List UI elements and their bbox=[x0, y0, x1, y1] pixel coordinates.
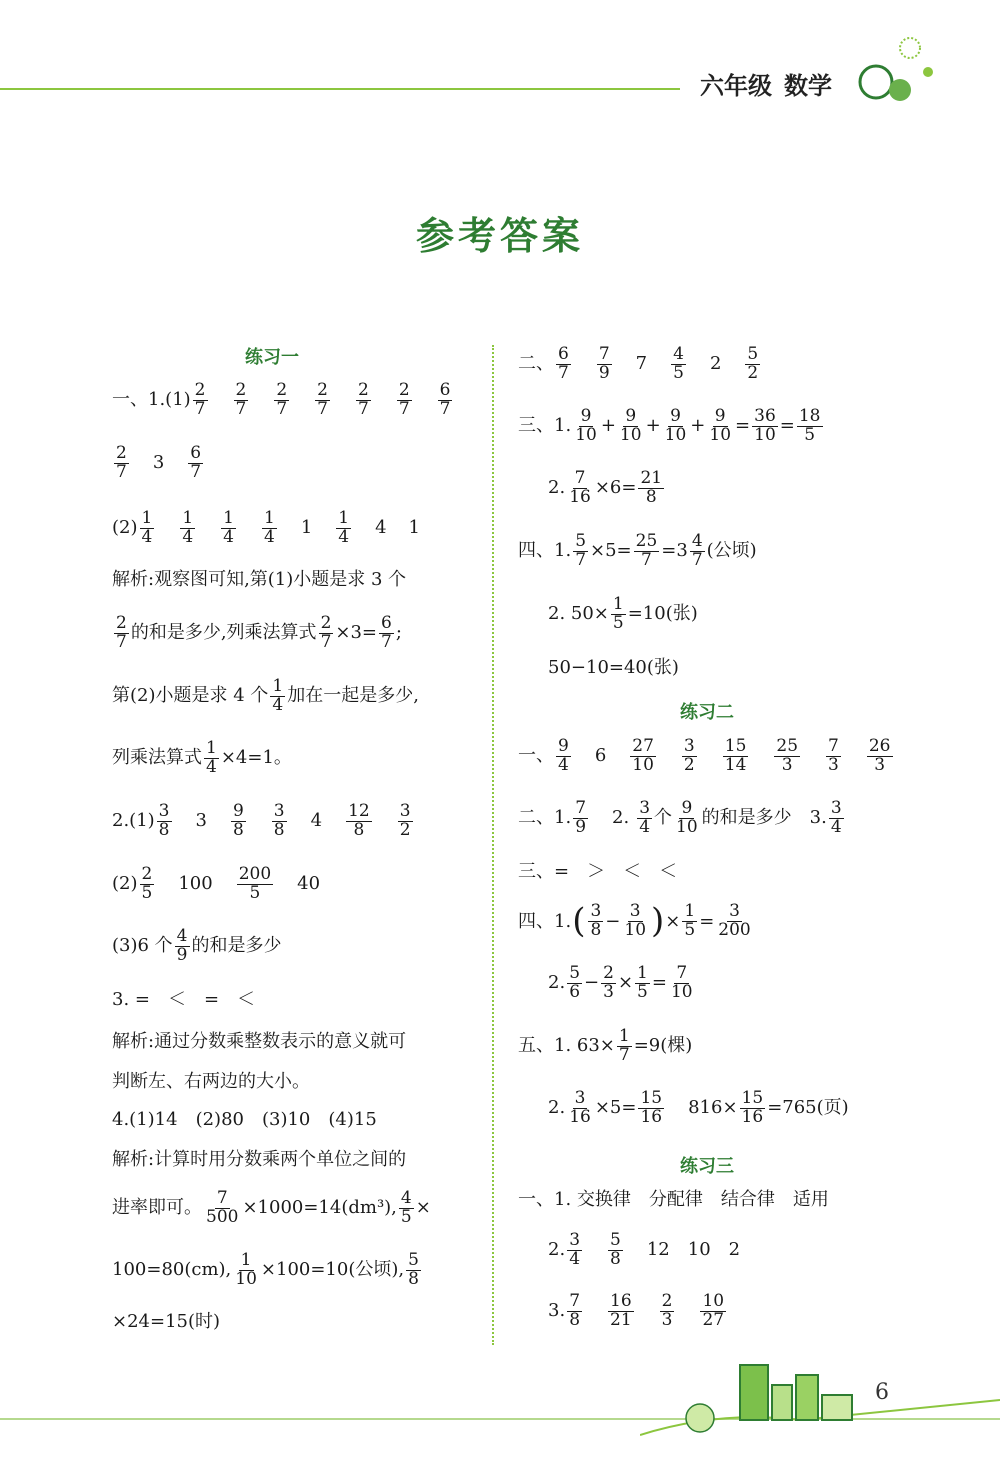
ex2-q4-1-row: 四、1. ( $\frac{3}{8}$ − $\frac{3}{10}$ ) × $\frac{1}{5}$ = $\frac{3}{200}$ bbox=[518, 901, 751, 941]
fraction: $\frac{2}{7}$ bbox=[116, 613, 127, 652]
ex2-q5-2-row: 2. $\frac{3}{16}$ ×5= $\frac{15}{16}$ 816× $\frac{15}{16}$ =765(页) bbox=[548, 1088, 849, 1127]
section-title-ex3: 练习三 bbox=[680, 1156, 734, 1177]
analysis-4-line1: 解析:计算时用分数乘两个单位之间的 bbox=[112, 1149, 407, 1170]
fraction: $\frac{3}{4}$ bbox=[569, 1230, 581, 1269]
fraction: $\frac{1}{5}$ bbox=[684, 901, 696, 941]
decorative-circles-icon bbox=[858, 30, 948, 110]
fraction: $\frac{1}{5}$ bbox=[637, 963, 648, 1002]
fraction: $\frac{1}{4}$ bbox=[141, 508, 153, 547]
fraction: $\frac{7}{9}$ bbox=[575, 798, 587, 837]
header-title bbox=[700, 66, 832, 101]
ex2-q1-row: 一、 $\frac{9}{4}$ 6 $\frac{27}{10}$ $\frac{3}{2}$ $\frac{15}{14}$ $\frac{25}{3}$ $\frac{7}{3}$ $\frac{26}{3}$ bbox=[518, 738, 917, 775]
fraction: $\frac{3}{2}$ bbox=[683, 736, 695, 775]
fraction: $\frac{27}{10}$ bbox=[632, 736, 654, 775]
fraction: $\frac{5}{2}$ bbox=[747, 344, 759, 383]
value: 4 bbox=[375, 517, 387, 539]
fraction: $\frac{9}{10}$ bbox=[676, 798, 698, 837]
fraction: $\frac{5}{7}$ bbox=[575, 531, 587, 570]
fraction: $\frac{26}{3}$ bbox=[868, 736, 891, 775]
fraction: $\frac{1}{5}$ bbox=[612, 594, 624, 633]
fraction: $\frac{16}{21}$ bbox=[610, 1291, 632, 1330]
left-q2-2-row: (2) $\frac{2}{5}$ 100 $\frac{200}{5}$ 40 bbox=[112, 864, 321, 903]
fraction: $\frac{2}{7}$ bbox=[317, 380, 328, 419]
fraction: $\frac{6}{7}$ bbox=[190, 443, 202, 482]
fraction: $\frac{9}{8}$ bbox=[232, 801, 244, 840]
value: 1 bbox=[300, 517, 313, 539]
fraction: $\frac{4}{7}$ bbox=[691, 531, 703, 570]
ex2-q5-1-row: 五、1. 63× $\frac{1}{7}$ =9(棵) bbox=[518, 1026, 693, 1065]
fraction: $\frac{3}{8}$ bbox=[590, 901, 602, 941]
fraction: $\frac{25}{3}$ bbox=[776, 736, 799, 775]
fraction: $\frac{15}{16}$ bbox=[741, 1088, 764, 1127]
ex2-q3-row: 三、= ＞ ＜ ＜ bbox=[518, 861, 678, 882]
fraction: $\frac{7}{8}$ bbox=[569, 1291, 581, 1330]
ex3-q2-row: 2. $\frac{3}{4}$ $\frac{5}{8}$ 12 10 2 bbox=[548, 1230, 741, 1269]
fraction: $\frac{2}{3}$ bbox=[661, 1291, 673, 1330]
left-q3: 3. = ＜ = ＜ bbox=[112, 989, 256, 1010]
analysis-3-line2: 判断左、右两边的大小。 bbox=[112, 1071, 310, 1092]
page-title: 参考答案 bbox=[415, 214, 584, 258]
fraction: $\frac{25}{7}$ bbox=[635, 531, 658, 570]
fraction: $\frac{18}{5}$ bbox=[798, 406, 821, 445]
fraction: $\frac{1}{4}$ bbox=[338, 508, 350, 547]
fraction: $\frac{200}{5}$ bbox=[238, 864, 272, 903]
section-title-ex2: 练习二 bbox=[680, 702, 734, 723]
value: 1 bbox=[408, 517, 420, 539]
fraction: $\frac{2}{7}$ bbox=[398, 380, 410, 419]
fraction: $\frac{4}{5}$ bbox=[400, 1188, 412, 1227]
fraction: $\frac{9}{10}$ bbox=[709, 406, 732, 445]
analysis-4-line4: ×24=15(时) bbox=[112, 1311, 221, 1332]
fraction: $\frac{2}{7}$ bbox=[276, 380, 288, 419]
fraction: $\frac{9}{4}$ bbox=[558, 736, 569, 775]
fraction: $\frac{2}{7}$ bbox=[320, 613, 332, 652]
q1-label: 一、1.(1) bbox=[112, 389, 191, 411]
fraction: $\frac{1}{4}$ bbox=[182, 508, 194, 547]
fraction: $\frac{1}{4}$ bbox=[206, 738, 217, 777]
fraction: $\frac{7}{3}$ bbox=[828, 736, 839, 775]
fraction: $\frac{3}{4}$ bbox=[830, 798, 842, 837]
analysis-4-line3: 100=80(cm), $\frac{1}{10}$ ×100=10(公顷), $\frac{5}{8}$ bbox=[112, 1250, 419, 1289]
fraction: $\frac{3}{200}$ bbox=[718, 901, 751, 941]
fraction: $\frac{7}{500}$ bbox=[206, 1188, 239, 1227]
fraction: $\frac{21}{8}$ bbox=[640, 468, 663, 507]
fraction: $\frac{15}{14}$ bbox=[724, 736, 747, 775]
fraction: $\frac{2}{7}$ bbox=[194, 380, 206, 419]
analysis-1-line1: 解析:观察图可知,第(1)小题是求 3 个 bbox=[112, 569, 407, 590]
fraction: $\frac{3}{8}$ bbox=[158, 801, 170, 840]
fraction: $\frac{12}{8}$ bbox=[348, 801, 370, 840]
fraction: $\frac{5}{6}$ bbox=[569, 963, 581, 1002]
left-q1-row2 bbox=[112, 445, 227, 482]
fraction: $\frac{2}{7}$ bbox=[235, 380, 247, 419]
fraction: $\frac{9}{10}$ bbox=[619, 406, 642, 445]
fraction: $\frac{3}{16}$ bbox=[569, 1088, 591, 1127]
fraction: $\frac{2}{5}$ bbox=[141, 864, 153, 903]
right-q3-2-row: 2. $\frac{7}{16}$ ×6= $\frac{21}{8}$ bbox=[548, 468, 663, 507]
fraction: $\frac{3}{8}$ bbox=[273, 801, 285, 840]
page-number: 6 bbox=[875, 1380, 889, 1405]
fraction: $\frac{3}{10}$ bbox=[624, 901, 647, 941]
left-q4: 4.(1)14 (2)80 (3)10 (4)15 bbox=[112, 1109, 377, 1130]
ex2-q4-2-row: 2. $\frac{5}{6}$ − $\frac{2}{3}$ × $\frac{1}{5}$ = $\frac{7}{10}$ bbox=[548, 963, 693, 1002]
analysis-4-line2: 进率即可。 $\frac{7}{500}$ ×1000=14(dm³), $\frac{4}{5}$ × bbox=[112, 1188, 431, 1227]
q1-2-label: (2) bbox=[112, 517, 138, 539]
left-q2-3-row: (3)6 个 $\frac{4}{9}$ 的和是多少 bbox=[112, 926, 282, 965]
column-divider bbox=[492, 345, 494, 1345]
analysis-1-line2: $\frac{2}{7}$ 的和是多少,列乘法算式 $\frac{2}{7}$ ×3= $\frac{6}{7}$ ; bbox=[116, 613, 402, 652]
fraction: $\frac{2}{7}$ bbox=[357, 380, 369, 419]
header-rule bbox=[0, 88, 680, 90]
left-q1-2-row bbox=[112, 510, 442, 547]
fraction: $\frac{1}{4}$ bbox=[263, 508, 275, 547]
fraction: $\frac{36}{10}$ bbox=[754, 406, 776, 445]
right-q4-2-row: 2. 50× $\frac{1}{5}$ =10(张) bbox=[548, 594, 698, 633]
right-q4-3-row: 50−10=40(张) bbox=[548, 657, 679, 678]
analysis-3-line1: 解析:通过分数乘整数表示的意义就可 bbox=[112, 1031, 407, 1052]
analysis-1-line3: 第(2)小题是求 4 个 $\frac{1}{4}$ 加在一起是多少, bbox=[112, 676, 419, 715]
right-q2-row: 二、 $\frac{6}{7}$ $\frac{7}{9}$ 7 $\frac{4}{5}$ 2 $\frac{5}{2}$ bbox=[518, 346, 784, 383]
fraction: $\frac{10}{27}$ bbox=[702, 1291, 725, 1330]
right-q4-1-row: 四、1. $\frac{5}{7}$ ×5= $\frac{25}{7}$ =3 $\frac{4}{7}$ (公顷) bbox=[518, 531, 757, 570]
value: 3 bbox=[152, 452, 165, 474]
subject-label: 数学 bbox=[784, 72, 832, 100]
ex3-q3-row: 3. $\frac{7}{8}$ $\frac{16}{21}$ $\frac{2}{3}$ $\frac{10}{27}$ bbox=[548, 1293, 750, 1330]
fraction: $\frac{3}{2}$ bbox=[399, 801, 411, 840]
fraction: $\frac{4}{5}$ bbox=[673, 344, 684, 383]
fraction: $\frac{1}{4}$ bbox=[223, 508, 234, 547]
fraction: $\frac{7}{16}$ bbox=[569, 468, 591, 507]
fraction: $\frac{6}{7}$ bbox=[558, 344, 569, 383]
fraction: $\frac{9}{10}$ bbox=[664, 406, 687, 445]
fraction: $\frac{7}{9}$ bbox=[598, 344, 610, 383]
fraction: $\frac{5}{8}$ bbox=[408, 1250, 419, 1289]
fraction: $\frac{6}{7}$ bbox=[381, 613, 392, 652]
fraction: $\frac{1}{4}$ bbox=[272, 676, 284, 715]
fraction: $\frac{2}{7}$ bbox=[116, 443, 127, 482]
fraction: $\frac{3}{4}$ bbox=[639, 798, 651, 837]
fraction: $\frac{1}{10}$ bbox=[235, 1250, 257, 1289]
fraction: $\frac{1}{7}$ bbox=[618, 1026, 630, 1065]
ex3-q1-row: 一、1. 交换律 分配律 结合律 适用 bbox=[518, 1189, 829, 1210]
fraction: $\frac{7}{10}$ bbox=[670, 963, 693, 1002]
right-q3-1-row: 三、1. $\frac{9}{10}$ + $\frac{9}{10}$ + $\frac{9}{10}$ + $\frac{9}{10}$ = $\frac{36}{10}$ = $\frac{18}{5}$ bbox=[518, 406, 821, 445]
fraction: $\frac{2}{3}$ bbox=[603, 963, 614, 1002]
left-q2-1-row: 2.(1) $\frac{3}{8}$ 3 $\frac{9}{8}$ $\frac{3}{8}$ 4 $\frac{12}{8}$ $\frac{3}{2}$ bbox=[112, 803, 437, 840]
grade-label: 六年级 bbox=[700, 72, 772, 100]
fraction: $\frac{6}{7}$ bbox=[439, 380, 451, 419]
fraction: $\frac{4}{9}$ bbox=[176, 926, 188, 965]
fraction: $\frac{15}{16}$ bbox=[640, 1088, 663, 1127]
fraction: $\frac{9}{10}$ bbox=[575, 406, 597, 445]
section-title-ex1: 练习一 bbox=[245, 347, 299, 368]
fraction: $\frac{5}{8}$ bbox=[610, 1230, 621, 1269]
ex2-q2-row: 二、1. $\frac{7}{9}$ 2. $\frac{3}{4}$ 个 $\frac{9}{10}$ 的和是多少 3. $\frac{3}{4}$ bbox=[518, 798, 842, 837]
analysis-1-line4: 列乘法算式 $\frac{1}{4}$ ×4=1。 bbox=[112, 738, 292, 777]
left-q1-row1 bbox=[112, 382, 476, 419]
city-skyline-icon bbox=[640, 1340, 1000, 1450]
